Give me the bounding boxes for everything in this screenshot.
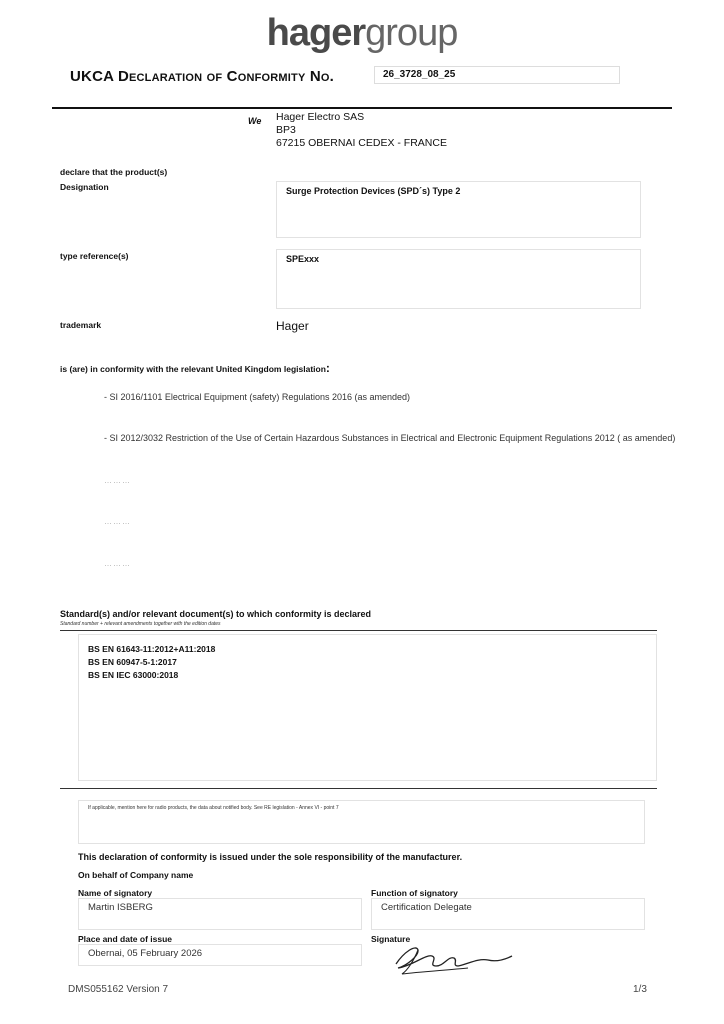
manufacturer-line3: 67215 OBERNAI CEDEX - FRANCE	[276, 137, 447, 149]
handwritten-signature	[388, 936, 516, 978]
signatory-name-box	[78, 898, 362, 930]
standard-item: BS EN IEC 63000:2018	[88, 670, 179, 680]
standards-heading: Standard(s) and/or relevant document(s) to which conformity is declared	[60, 609, 372, 619]
signatory-function-label: Function of signatory	[371, 888, 458, 898]
signatory-function-box	[371, 898, 645, 930]
legislation-item: - SI 2012/3032 Restriction of the Use of Certain Hazardous Substances in Electrical and Electronic Equipment Regulations 2012 ( as amended)	[104, 433, 676, 443]
manufacturer-address	[276, 111, 447, 150]
designation-box	[276, 181, 641, 238]
signatory-function-value: Certification Delegate	[381, 902, 472, 913]
standards-divider	[60, 630, 657, 631]
declaration-number: 26_3728_08_25	[374, 66, 620, 84]
legislation-item: - SI 2016/1101 Electrical Equipment (safety) Regulations 2016 (as amended)	[104, 392, 411, 402]
placeholder-dots: ………	[104, 517, 131, 526]
document-title: UKCA Declaration of Conformity No.	[70, 68, 335, 85]
conformity-text: is (are) in conformity with the relevant United Kingdom legislation	[60, 364, 326, 374]
place-date-label: Place and date of issue	[78, 934, 173, 944]
conformity-statement	[60, 361, 330, 375]
type-reference-label: type reference(s)	[60, 251, 129, 261]
placeholder-dots: ………	[104, 559, 131, 568]
declare-label: declare that the product(s)	[60, 167, 168, 177]
page-number: 1/3	[633, 984, 647, 995]
header-divider	[52, 107, 672, 109]
designation-value: Surge Protection Devices (SPD´s) Type 2	[286, 186, 461, 196]
standards-list	[88, 643, 215, 682]
trademark-label: trademark	[60, 320, 102, 330]
company-logo	[0, 12, 724, 55]
we-label: We	[248, 116, 262, 126]
conformity-colon: :	[325, 361, 330, 375]
standard-item: BS EN 60947-5-1:2017	[88, 657, 177, 667]
logo-bold: hager	[266, 12, 366, 54]
radio-note: If applicable, mention here for radio products, the data about notified body. See RE legislation - Annex VI - point 7	[88, 805, 339, 811]
signatory-name-label: Name of signatory	[78, 888, 153, 898]
standard-item: BS EN 61643-11:2012+A11:2018	[88, 644, 216, 654]
place-date-box	[78, 944, 362, 966]
standards-bottom-divider	[60, 788, 657, 789]
signature-label: Signature	[371, 934, 411, 944]
manufacturer-name: Hager Electro SAS	[276, 111, 365, 123]
responsibility-statement: This declaration of conformity is issued under the sole responsibility of the manufacturer.	[78, 852, 463, 862]
designation-label: Designation	[60, 182, 109, 192]
logo-light: group	[365, 12, 458, 54]
document-id: DMS055162 Version 7	[68, 984, 169, 995]
trademark-value: Hager	[276, 319, 309, 333]
type-reference-value: SPExxx	[286, 254, 320, 264]
type-reference-box	[276, 249, 641, 309]
signatory-name-value: Martin ISBERG	[88, 902, 153, 913]
on-behalf-label: On behalf of Company name	[78, 870, 194, 880]
standards-subheading: Standard number + relevant amendments together with the edition dates	[60, 621, 221, 627]
manufacturer-line2: BP3	[276, 124, 296, 136]
placeholder-dots: ………	[104, 476, 131, 485]
place-date-value: Obernai, 05 February 2026	[88, 948, 203, 959]
